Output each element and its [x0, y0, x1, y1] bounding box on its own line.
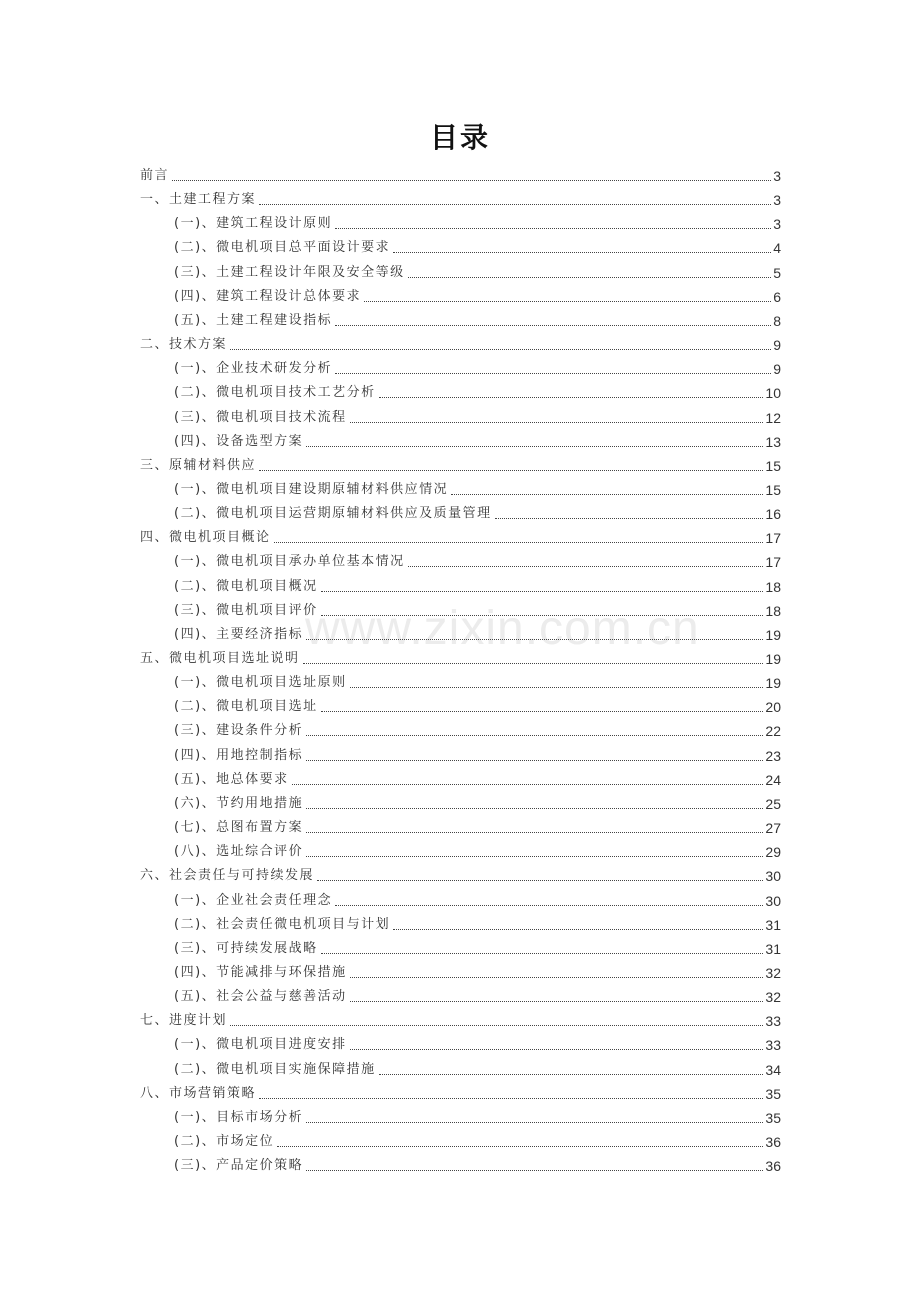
toc-entry-page: 19 — [765, 675, 781, 692]
toc-entry[interactable] — [174, 619, 781, 643]
toc-entry-label: (二)、微电机项目运营期原辅材料供应及质量管理 — [174, 506, 492, 522]
toc-entry[interactable] — [140, 160, 781, 184]
toc-leader-dots — [350, 421, 764, 423]
toc-leader-dots — [321, 952, 764, 954]
toc-entry-page: 12 — [765, 409, 781, 426]
toc-entry-page: 25 — [765, 795, 781, 812]
toc-entry-label: 七、进度计划 — [140, 1013, 228, 1029]
toc-entry[interactable] — [174, 1102, 781, 1126]
toc-entry-label: (六)、节约用地措施 — [174, 795, 304, 811]
toc-entry-label: (四)、主要经济指标 — [174, 626, 304, 642]
toc-entry-page: 15 — [765, 481, 781, 498]
toc-leader-dots — [321, 614, 764, 616]
toc-entry-label: (四)、设备选型方案 — [174, 433, 304, 449]
toc-entry[interactable] — [174, 402, 781, 426]
toc-entry-page: 10 — [765, 385, 781, 402]
toc-entry-label: (四)、建筑工程设计总体要求 — [174, 288, 362, 304]
toc-leader-dots — [306, 807, 763, 809]
toc-entry-label: (四)、节能减排与环保措施 — [174, 964, 347, 980]
toc-entry-page: 9 — [773, 361, 781, 378]
toc-entry-page: 16 — [765, 506, 781, 523]
toc-entry[interactable] — [174, 1150, 781, 1174]
toc-entry[interactable] — [174, 836, 781, 860]
toc-entry-page: 33 — [765, 1013, 781, 1030]
toc-entry[interactable] — [174, 353, 781, 377]
toc-entry[interactable] — [174, 764, 781, 788]
toc-entry-page: 31 — [765, 916, 781, 933]
toc-entry-page: 35 — [765, 1085, 781, 1102]
toc-leader-dots — [335, 324, 771, 326]
toc-entry-label: (一)、微电机项目建设期原辅材料供应情况 — [174, 481, 449, 497]
toc-entry-page: 3 — [773, 216, 781, 233]
toc-leader-dots — [393, 928, 763, 930]
toc-entry[interactable] — [174, 281, 781, 305]
toc-entry-label: (二)、市场定位 — [174, 1134, 275, 1149]
toc-leader-dots — [364, 300, 771, 302]
toc-entry[interactable] — [140, 450, 781, 474]
toc-entry-label: (八)、选址综合评价 — [174, 844, 304, 860]
toc-leader-dots — [306, 1121, 763, 1123]
toc-entry-page: 20 — [765, 699, 781, 716]
toc-entry-label: (七)、总图布置方案 — [174, 820, 304, 836]
toc-entry[interactable] — [174, 1054, 781, 1078]
toc-entry-label: 八、市场营销策略 — [140, 1085, 257, 1101]
toc-entry-label: (二)、微电机项目概况 — [174, 578, 318, 594]
toc-entry-page: 32 — [765, 964, 781, 981]
toc-leader-dots — [259, 1097, 763, 1099]
toc-entry[interactable] — [174, 691, 781, 715]
toc-entry-label: 一、土建工程方案 — [140, 192, 257, 208]
toc-entry[interactable] — [174, 885, 781, 909]
toc-leader-dots — [303, 662, 764, 664]
toc-entry-label: (二)、微电机项目选址 — [174, 699, 318, 715]
toc-entry-label: (二)、社会责任微电机项目与计划 — [174, 916, 391, 932]
toc-entry[interactable] — [140, 522, 781, 546]
toc-leader-dots — [335, 372, 771, 374]
toc-leader-dots — [277, 1145, 763, 1147]
toc-leader-dots — [306, 759, 763, 761]
toc-entry[interactable] — [174, 1126, 781, 1150]
toc-entry[interactable] — [174, 740, 781, 764]
toc-leader-dots — [306, 734, 763, 736]
toc-leader-dots — [230, 348, 771, 350]
toc-entry-page: 22 — [765, 723, 781, 740]
toc-entry[interactable] — [140, 184, 781, 208]
toc-entry-label: (一)、建筑工程设计原则 — [174, 216, 333, 232]
toc-entry-page: 13 — [765, 433, 781, 450]
toc-entry-label: 三、原辅材料供应 — [140, 457, 257, 473]
toc-leader-dots — [350, 686, 764, 688]
toc-leader-dots — [335, 227, 771, 229]
toc-leader-dots — [350, 1000, 764, 1002]
toc-entry-label: (一)、企业社会责任理念 — [174, 892, 333, 908]
toc-entry[interactable] — [174, 426, 781, 450]
toc-leader-dots — [350, 1048, 764, 1050]
toc-entry-page: 6 — [773, 288, 781, 305]
toc-leader-dots — [306, 831, 763, 833]
toc-entry-label: 六、社会责任与可持续发展 — [140, 868, 315, 884]
toc-entry-label: (三)、土建工程设计年限及安全等级 — [174, 264, 405, 280]
toc-entry[interactable] — [140, 1005, 781, 1029]
toc-entry-page: 30 — [765, 868, 781, 885]
toc-entry-label: (三)、微电机项目技术流程 — [174, 409, 347, 425]
toc-leader-dots — [321, 710, 764, 712]
toc-entry[interactable] — [174, 377, 781, 401]
toc-entry-page: 36 — [765, 1158, 781, 1175]
toc-entry[interactable] — [174, 909, 781, 933]
toc-entry[interactable] — [174, 812, 781, 836]
toc-entry-label: 五、微电机项目选址说明 — [140, 651, 300, 666]
toc-entry-label: (三)、可持续发展战略 — [174, 940, 318, 956]
toc-entry[interactable] — [174, 305, 781, 329]
toc-entry[interactable] — [174, 957, 781, 981]
toc-entry-page: 27 — [765, 820, 781, 837]
toc-entry-page: 8 — [773, 312, 781, 329]
toc-entry[interactable] — [174, 232, 781, 256]
toc-entry-page: 17 — [765, 554, 781, 571]
watermark: www.zixin.com.cn — [305, 602, 700, 655]
toc-entry-page: 19 — [765, 626, 781, 643]
toc-entry-page: 19 — [765, 651, 781, 667]
toc-leader-dots — [259, 203, 771, 205]
toc-entry[interactable] — [174, 474, 781, 498]
toc-leader-dots — [306, 855, 763, 857]
toc-leader-dots — [306, 638, 763, 640]
toc-entry-page: 33 — [765, 1037, 781, 1054]
toc-entry-page: 32 — [765, 989, 781, 1006]
toc-entry-page: 36 — [765, 1134, 781, 1150]
toc-entry-label: (三)、产品定价策略 — [174, 1158, 304, 1174]
toc-entry-page: 18 — [765, 602, 781, 619]
toc-entry-label: (三)、建设条件分析 — [174, 723, 304, 739]
toc-leader-dots — [495, 517, 764, 519]
toc-entry-page: 17 — [765, 530, 781, 547]
toc-entry[interactable] — [174, 788, 781, 812]
toc-entry-label: 二、技术方案 — [140, 337, 228, 353]
toc-entry-label: 四、微电机项目概论 — [140, 530, 271, 546]
toc-leader-dots — [230, 1024, 763, 1026]
toc-entry-page: 31 — [765, 940, 781, 957]
toc-entry-page: 4 — [773, 240, 781, 257]
toc-entry-page: 3 — [773, 192, 781, 209]
toc-entry[interactable] — [174, 257, 781, 281]
toc-entry-page: 3 — [773, 168, 781, 184]
toc-entry-label: (二)、微电机项目总平面设计要求 — [174, 240, 391, 256]
toc-entry-label: 前言 — [140, 168, 170, 183]
toc-entry[interactable] — [174, 715, 781, 739]
toc-entry[interactable] — [140, 643, 781, 667]
toc-entry-page: 24 — [765, 771, 781, 788]
toc-entry[interactable] — [174, 498, 781, 522]
toc-entry-page: 18 — [765, 578, 781, 595]
toc-leader-dots — [306, 445, 763, 447]
toc-entry-label: (三)、微电机项目评价 — [174, 602, 318, 618]
toc-leader-dots — [317, 879, 763, 881]
toc-entry[interactable] — [174, 667, 781, 691]
toc-entry-page: 30 — [765, 892, 781, 909]
toc-leader-dots — [393, 251, 771, 253]
toc-entry[interactable] — [174, 546, 781, 570]
toc-entry-label: (五)、地总体要求 — [174, 771, 289, 787]
toc-entry[interactable] — [140, 1078, 781, 1102]
toc-entry-label: (二)、微电机项目技术工艺分析 — [174, 385, 376, 401]
toc-entry-label: (一)、目标市场分析 — [174, 1109, 304, 1125]
toc-leader-dots — [335, 904, 763, 906]
toc-entry[interactable] — [174, 933, 781, 957]
toc-entry[interactable] — [140, 860, 781, 884]
toc-entry-page: 29 — [765, 844, 781, 861]
toc-leader-dots — [259, 469, 763, 471]
toc-entry-label: (五)、社会公益与慈善活动 — [174, 989, 347, 1005]
toc-entry-label: (一)、企业技术研发分析 — [174, 361, 333, 377]
toc-entry-label: (一)、微电机项目选址原则 — [174, 675, 347, 691]
toc-entry-label: (四)、用地控制指标 — [174, 747, 304, 763]
toc-entry-page: 23 — [765, 747, 781, 764]
toc-entry-page: 35 — [765, 1109, 781, 1126]
toc-entry-label: (二)、微电机项目实施保障措施 — [174, 1061, 376, 1077]
toc-entry-page: 34 — [765, 1061, 781, 1078]
toc-leader-dots — [408, 276, 772, 278]
toc-entry-page: 9 — [773, 337, 781, 354]
toc-leader-dots — [321, 590, 764, 592]
toc-leader-dots — [292, 783, 764, 785]
toc-leader-dots — [408, 565, 764, 567]
toc-leader-dots — [379, 396, 764, 398]
toc-leader-dots — [274, 541, 764, 543]
toc-entry-label: (五)、土建工程建设指标 — [174, 312, 333, 328]
toc-entry[interactable] — [174, 595, 781, 619]
toc-entry[interactable] — [174, 1029, 781, 1053]
toc-entry-label: (一)、微电机项目承办单位基本情况 — [174, 554, 405, 570]
toc-entry[interactable] — [174, 981, 781, 1005]
toc-entry[interactable] — [140, 329, 781, 353]
toc-leader-dots — [451, 493, 763, 495]
toc-entry-page: 5 — [773, 264, 781, 281]
page-title: 目录 — [429, 121, 490, 154]
toc-entry[interactable] — [174, 208, 781, 232]
toc-entry-label: (一)、微电机项目进度安排 — [174, 1037, 347, 1053]
toc-entry[interactable] — [174, 571, 781, 595]
toc-entry-page: 15 — [765, 457, 781, 474]
toc-leader-dots — [350, 976, 764, 978]
toc-leader-dots — [172, 179, 771, 181]
toc-leader-dots — [379, 1073, 764, 1075]
toc-leader-dots — [306, 1169, 763, 1171]
